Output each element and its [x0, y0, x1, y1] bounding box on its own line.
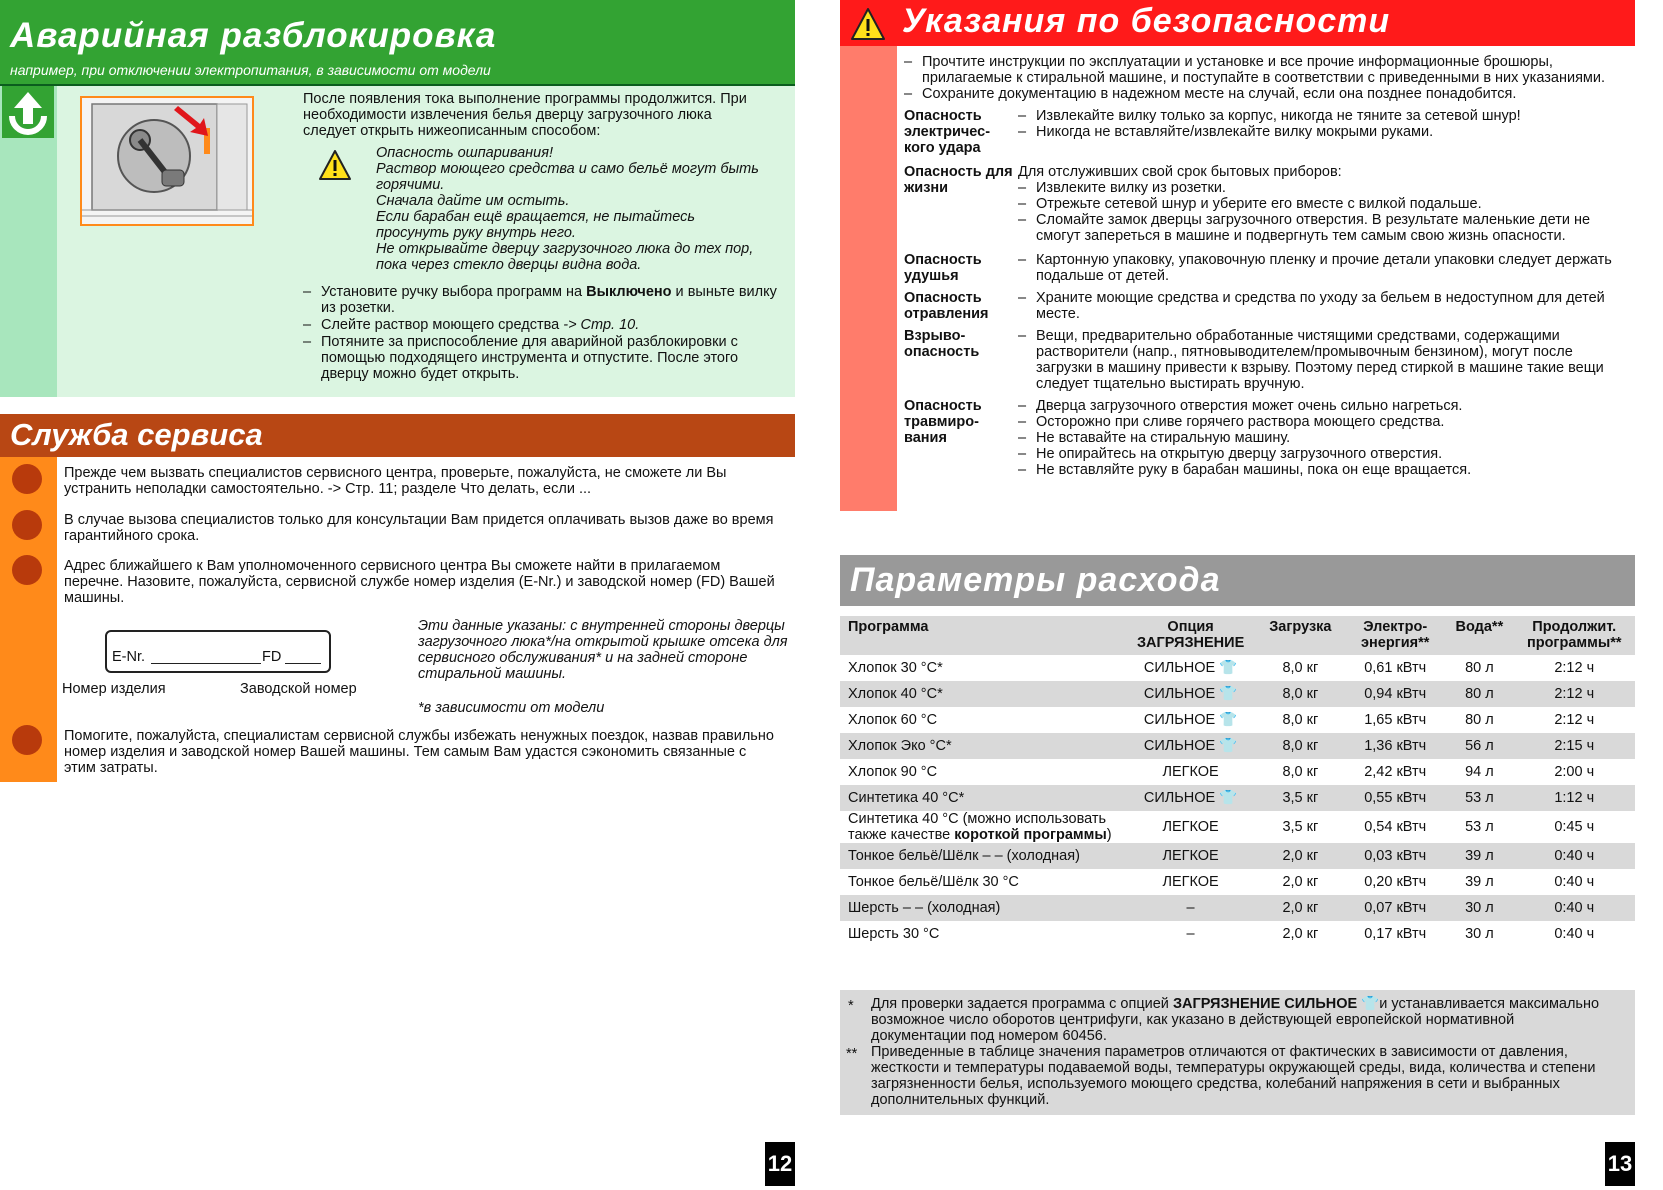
safety-items [1018, 290, 1626, 322]
safety-item: – Никогда не вставляйте/извлекайте вилку мокрыми руками. [1018, 124, 1626, 140]
cell-program: Хлопок 60 °C [848, 712, 938, 728]
safety-item: – Картонную упаковку, упаковочную пленку и прочие детали упаковки следует держать подальше от детей. [1018, 252, 1626, 284]
cell-energy: 0,20 кВтч [1364, 874, 1427, 890]
safety-header [840, 0, 1635, 46]
consumption-title: Параметры расхода [850, 561, 1221, 599]
cell-program: Шерсть – – (холодная) [840, 895, 1126, 921]
cell-program: Синтетика 40 °C (можно использовать также качестве короткой программы) [848, 811, 1112, 843]
cell-water: 39 л [1465, 874, 1494, 890]
cell-water: 53 л [1445, 785, 1513, 811]
cell-energy: 0,17 кВтч [1364, 926, 1427, 942]
table-row [840, 843, 1635, 869]
service-paragraph: В случае вызова специалистов только для консультации Вам придется оплачивать вызов даже во время гарантийного срока. [64, 512, 774, 544]
cell-load: 8,0 кг [1256, 733, 1346, 759]
warning-line: Опасность ошпаривания! [376, 145, 554, 161]
table-row [840, 759, 1635, 785]
bullet-circle [12, 464, 42, 494]
safety-item: – Вещи, предварительно обработанные чистящими средствами, содержащими растворители (напр., пятновыводителем/промывочным бензином), могут после загрузки в машину привести к взрыву. Поэтому перед стиркой в машине такие вещи следует тщательно выстирать вручную. [1018, 328, 1626, 392]
cell-duration: 0:40 ч [1513, 895, 1635, 921]
cell-program: Хлопок 30 °C* [848, 660, 943, 676]
service-paragraph: Адрес ближайшего к Вам уполномоченного сервисного центра Вы сможете найти в прилагаемом перечне. Назовите, пожалуйста, сервисной службе номер изделия (E-Nr.) и заводской номер (FD) Вашей машины. [64, 558, 775, 606]
warning-icon [850, 7, 886, 41]
consumption-header [840, 555, 1635, 606]
shirt-icon: 👕 [1219, 738, 1238, 754]
safety-label: Опасность травмиро-вания [904, 398, 982, 446]
safety-items [1018, 108, 1626, 156]
enr-fd-box [105, 630, 331, 673]
safety-item: – Извлеките вилку из розетки. [1018, 180, 1626, 196]
footnote-2: Приведенные в таблице значения параметров отличаются от фактических в зависимости от давления, жесткости и температуры подаваемой воды, температуры окружающей среды, вида, количества и степени загрязненности белья, используемого моющего средства, колебаний напряжения в сети и выбранных дополнительных функций. [871, 1044, 1596, 1108]
consumption-table [840, 616, 1635, 947]
shirt-icon: 👕 [1219, 686, 1238, 702]
cell-load: 2,0 кг [1282, 874, 1319, 890]
door-release-illustration [80, 96, 254, 226]
footnote-star: ** [846, 1046, 858, 1062]
cell-energy: 0,54 кВтч [1364, 819, 1427, 835]
safety-label: Взрыво-опасность [904, 328, 980, 360]
safety-item: – Не опирайтесь на открытую дверцу загрузочного отверстия. [1018, 446, 1626, 462]
cell-option: – [1186, 926, 1195, 942]
cell-duration: 0:40 ч [1554, 926, 1595, 942]
service-paragraph: Помогите, пожалуйста, специалистам сервисной службы избежать ненужных поездок, назвав правильно номер изделия и заводской номер Вашей машины. Тем самым Вам удастся сэкономить связанные с этим затраты. [64, 728, 774, 776]
cell-option: ЛЕГКОЕ [1162, 874, 1219, 890]
col-load: Загрузка [1269, 619, 1332, 635]
cell-water: 30 л [1465, 926, 1494, 942]
table-row [840, 921, 1635, 947]
cell-program: Хлопок 90 °C [848, 764, 938, 780]
emergency-header [0, 0, 795, 84]
footnote-star: * [848, 998, 854, 1014]
service-header [0, 414, 795, 457]
cell-load: 8,0 кг [1282, 712, 1319, 728]
table-row [840, 681, 1635, 707]
cell-option: ЛЕГКОЕ [1162, 819, 1219, 835]
safety-label: Опасность удушья [904, 252, 982, 284]
enr-label: Номер изделия [62, 681, 166, 697]
emergency-intro: После появления тока выполнение программы продолжится. При необходимости извлечения белья дверцу загрузочного люка следует открыть нижеописанным способом: [303, 91, 747, 139]
safety-items [1018, 328, 1626, 392]
col-duration: Продолжит. программы** [1526, 619, 1622, 651]
safety-section [904, 328, 1626, 392]
cell-option: ЛЕГКОЕ [1162, 764, 1219, 780]
cell-duration: 0:45 ч [1554, 819, 1595, 835]
shirt-icon: 👕 [1219, 712, 1238, 728]
cell-energy: 0,07 кВтч [1345, 895, 1445, 921]
footnote-1: Для проверки задается программа с опцией ЗАГРЯЗНЕНИЕ СИЛЬНОЕ 👕 и устанавливается максимально возможное число оборотов центрифуги, как указано в действующей европейской нормативной документации под номером 60456. [871, 996, 1600, 1044]
warning-line: Сначала дайте им остыть. [376, 193, 570, 209]
shirt-icon: 👕 [1219, 790, 1238, 806]
bullet-circle [12, 725, 42, 755]
cell-option: СИЛЬНОЕ 👕 [1126, 681, 1256, 707]
warning-line: Раствор моющего средства и само бельё могут быть горячими. [376, 161, 759, 193]
table-row [840, 785, 1635, 811]
cell-water: 80 л [1465, 660, 1494, 676]
cell-program: Тонкое бельё/Шёлк 30 °C [848, 874, 1019, 890]
col-option: Опция ЗАГРЯЗНЕНИЕ [1136, 619, 1245, 651]
safety-intro-item: – Сохраните документацию в надежном месте на случай, если она позднее понадобится. [904, 86, 1626, 102]
fd-line [285, 663, 321, 664]
page-number-left: 12 [765, 1142, 795, 1186]
emergency-subtitle: например, при отключении электропитания, в зависимости от модели [10, 62, 491, 78]
shirt-icon: 👕 [1361, 996, 1380, 1012]
cell-option: СИЛЬНОЕ 👕 [1126, 733, 1256, 759]
consumption-footnotes [840, 990, 1635, 1115]
safety-section [904, 290, 1626, 322]
cell-energy: 1,65 кВтч [1364, 712, 1427, 728]
table-row [840, 895, 1635, 921]
cell-water: 94 л [1465, 764, 1494, 780]
safety-item: – Не вставайте на стиральную машину. [1018, 430, 1626, 446]
cell-duration: 2:12 ч [1554, 712, 1595, 728]
table-row [840, 655, 1635, 681]
cell-load: 8,0 кг [1282, 764, 1319, 780]
consumption-rows [840, 655, 1635, 947]
cell-water: 80 л [1465, 712, 1494, 728]
service-note-footnote: *в зависимости от модели [418, 700, 605, 716]
table-row [840, 733, 1635, 759]
cell-load: 8,0 кг [1282, 660, 1319, 676]
cell-water: 56 л [1445, 733, 1513, 759]
fd-label: Заводской номер [240, 681, 357, 697]
cell-program: Синтетика 40 °C* [840, 785, 1126, 811]
cell-duration: 2:12 ч [1513, 681, 1635, 707]
cell-duration: 2:00 ч [1554, 764, 1595, 780]
col-water: Вода** [1455, 619, 1504, 635]
safety-label: Опасность электричес-кого удара [904, 108, 991, 156]
cell-energy: 0,94 кВтч [1345, 681, 1445, 707]
safety-intro-item: – Прочтите инструкции по эксплуатации и установке и все прочие информационные брошюры, прилагаемые к стиральной машине, и поступайте в соответствии с приведенными в них указаниями. [904, 54, 1626, 86]
safety-items [1018, 252, 1626, 284]
safety-item: – Осторожно при сливе горячего раствора моющего средства. [1018, 414, 1626, 430]
cell-program: Шерсть 30 °C [848, 926, 940, 942]
emergency-step: – Потяните за приспособление для аварийной разблокировки с помощью подходящего инструмента и отпустите. После этого дверцу можно будет открыть. [303, 334, 785, 382]
cell-load: 2,0 кг [1256, 843, 1346, 869]
cell-duration: 0:40 ч [1513, 843, 1635, 869]
safety-lead: Для отслуживших свой срок бытовых приборов: [1018, 164, 1342, 180]
safety-section [904, 108, 1626, 156]
safety-sidebar [840, 46, 897, 511]
warning-icon [318, 149, 352, 181]
service-title: Служба сервиса [10, 417, 263, 452]
cell-energy: 0,03 кВтч [1345, 843, 1445, 869]
cell-load: 2,0 кг [1256, 895, 1346, 921]
safety-section [904, 164, 1626, 244]
cell-duration: 2:12 ч [1554, 660, 1595, 676]
enr-field: E-Nr. [112, 649, 146, 665]
emergency-title: Аварийная разблокировка [10, 16, 497, 55]
safety-label: Опасность отравления [904, 290, 989, 322]
cell-program: Хлопок 40 °C* [840, 681, 1126, 707]
emergency-step: – Установите ручку выбора программ на Выключено и выньте вилку из розетки. [303, 284, 785, 316]
table-row [840, 869, 1635, 895]
cell-option: СИЛЬНОЕ 👕 [1143, 712, 1238, 728]
emergency-steps [303, 284, 785, 382]
fd-field: FD [262, 649, 282, 665]
emergency-step: – Слейте раствор моющего средства -> Стр. 10. [303, 317, 785, 333]
safety-intro-list [904, 54, 1626, 102]
emergency-warning [376, 145, 766, 273]
safety-item: – Сломайте замок дверцы загрузочного отверстия. В результате маленькие дети не смогут запереться в машине и подвергнуть тем самым свою жизнь опасности. [1018, 212, 1626, 244]
cell-option: СИЛЬНОЕ 👕 [1143, 660, 1238, 676]
cell-water: 39 л [1445, 843, 1513, 869]
cell-option: ЛЕГКОЕ [1126, 843, 1256, 869]
cell-duration: 1:12 ч [1513, 785, 1635, 811]
cell-energy: 1,36 кВтч [1345, 733, 1445, 759]
bullet-circle [12, 510, 42, 540]
safety-label: Опасность для жизни [904, 164, 1013, 196]
page-number-right: 13 [1605, 1142, 1635, 1186]
cell-program: Хлопок Эко °C* [840, 733, 1126, 759]
cell-load: 3,5 кг [1256, 785, 1346, 811]
safety-item: – Извлекайте вилку только за корпус, никогда не тяните за сетевой шнур! [1018, 108, 1626, 124]
up-arrow-icon [2, 86, 54, 138]
col-energy: Электро-энергия** [1361, 619, 1430, 651]
cell-energy: 2,42 кВтч [1364, 764, 1427, 780]
enr-line [151, 663, 261, 664]
cell-energy: 0,61 кВтч [1364, 660, 1427, 676]
cell-option: СИЛЬНОЕ 👕 [1126, 785, 1256, 811]
cell-duration: 2:15 ч [1513, 733, 1635, 759]
col-program: Программа [848, 619, 929, 635]
cell-option: – [1126, 895, 1256, 921]
cell-energy: 0,55 кВтч [1345, 785, 1445, 811]
cell-load: 2,0 кг [1282, 926, 1319, 942]
safety-section [904, 398, 1626, 478]
safety-item: – Дверца загрузочного отверстия может очень сильно нагреться. [1018, 398, 1626, 414]
cell-water: 30 л [1445, 895, 1513, 921]
shirt-icon: 👕 [1219, 660, 1238, 676]
safety-title: Указания по безопасности [902, 2, 1391, 40]
safety-body [904, 54, 1626, 478]
safety-items [1018, 180, 1626, 244]
cell-program: Тонкое бельё/Шёлк – – (холодная) [840, 843, 1126, 869]
cell-water: 53 л [1465, 819, 1494, 835]
consumption-table-wrap [840, 616, 1635, 947]
warning-line: Не открывайте дверцу загрузочного люка до тех пор, пока через стекло дверцы видна вода. [376, 241, 754, 273]
table-row [840, 707, 1635, 733]
cell-load: 3,5 кг [1282, 819, 1319, 835]
bullet-circle [12, 555, 42, 585]
safety-items [1018, 398, 1626, 478]
safety-item: – Отрежьте сетевой шнур и уберите его вместе с вилкой подальше. [1018, 196, 1626, 212]
cell-load: 8,0 кг [1256, 681, 1346, 707]
service-paragraph: Прежде чем вызвать специалистов сервисного центра, проверьте, пожалуйста, не сможете ли Вы устранить неполадки самостоятельно. -> Стр. 11; разделе Что делать, если ... [64, 465, 727, 497]
warning-line: Если барабан ещё вращается, не пытайтесь просунуть руку внутрь него. [376, 209, 696, 241]
service-sidebar [0, 457, 57, 782]
cell-duration: 0:40 ч [1554, 874, 1595, 890]
table-row [840, 811, 1635, 843]
safety-item: – Храните моющие средства и средства по уходу за бельем в недоступном для детей месте. [1018, 290, 1626, 322]
service-note: Эти данные указаны: с внутренней стороны дверцы загрузочного люка*/на открытой крышке отсека для сервисного обслуживания* и на задней стороне стиральной машины. [418, 618, 788, 682]
cell-water: 80 л [1445, 681, 1513, 707]
safety-item: – Не вставляйте руку в барабан машины, пока он еще вращается. [1018, 462, 1626, 478]
safety-section [904, 252, 1626, 284]
